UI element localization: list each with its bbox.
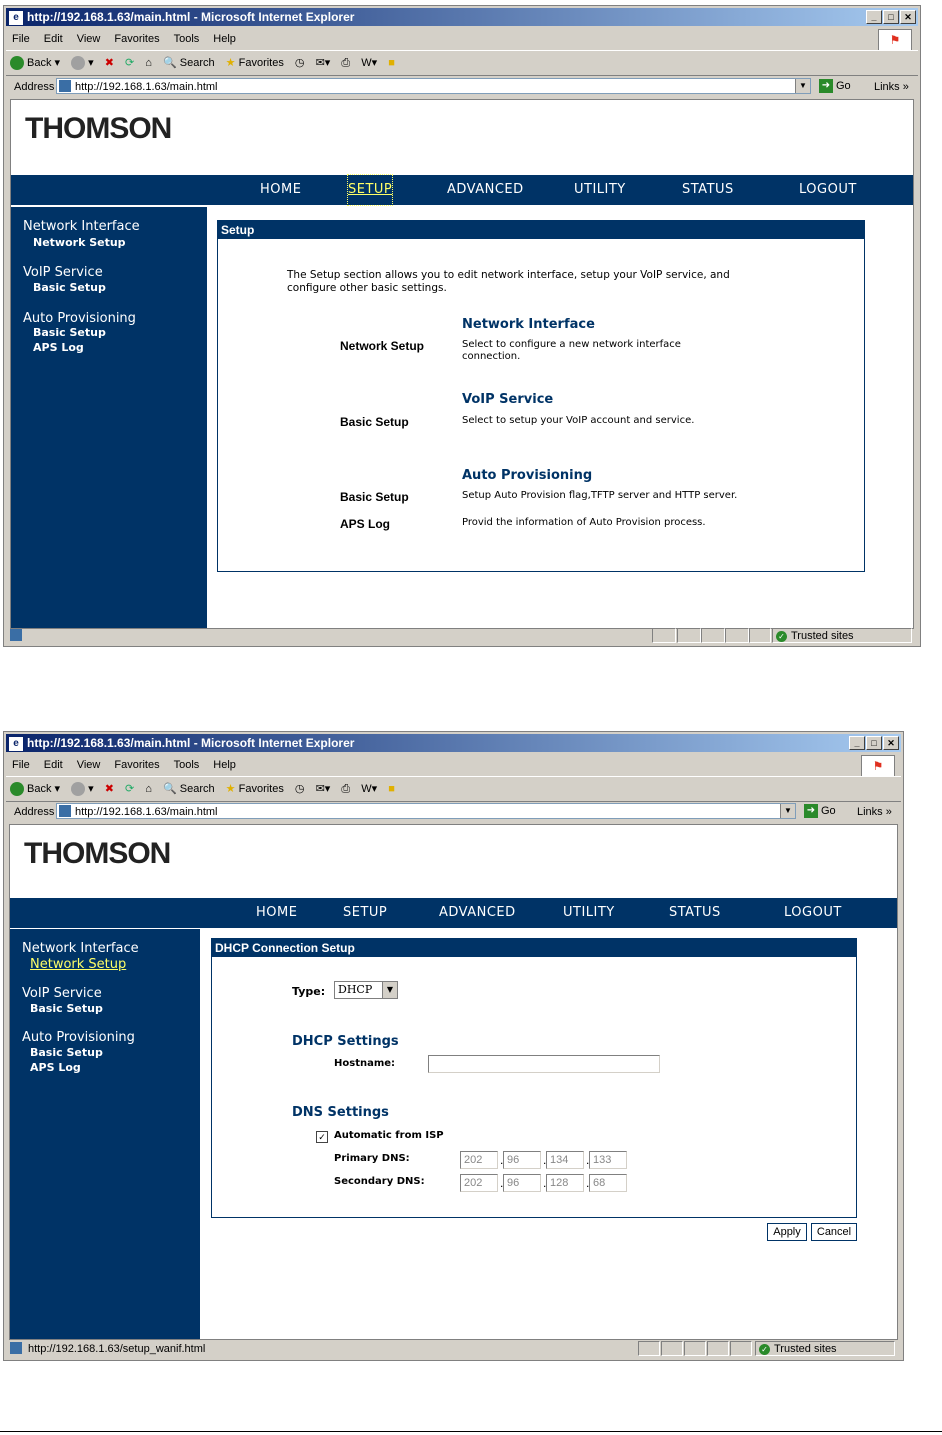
star-icon: ★	[225, 57, 236, 69]
type-label: Type:	[292, 985, 326, 998]
forward-button[interactable]: ▾	[71, 51, 94, 75]
sidebar-item-aps-log[interactable]: APS Log	[33, 341, 84, 354]
secondary-dns-octet-4[interactable]: 68	[589, 1174, 627, 1192]
browser-window-setup	[3, 5, 921, 647]
check-icon: ✓	[759, 1344, 770, 1355]
page-divider	[0, 1431, 942, 1432]
menu-tools[interactable]: Tools	[173, 33, 200, 45]
mail-icon[interactable]: ✉▾	[315, 783, 331, 795]
sidebar-heading-voip: VoIP Service	[22, 986, 102, 1001]
address-label: Address	[14, 806, 55, 818]
ie-icon: e	[8, 736, 24, 752]
sidebar-item-aps-log[interactable]: APS Log	[30, 1061, 81, 1074]
windows-logo-icon: ⚑	[878, 29, 912, 51]
primary-dns-label: Primary DNS:	[334, 1153, 410, 1164]
nav-home[interactable]: HOME	[256, 905, 298, 920]
home-icon[interactable]: ⌂	[145, 57, 152, 69]
toolbar	[6, 50, 918, 76]
network-setup-desc: Select to configure a new network interface connection.	[462, 339, 681, 362]
nav-utility[interactable]: UTILITY	[563, 905, 615, 920]
favorites-button[interactable]: ★ Favorites	[225, 783, 284, 795]
print-icon[interactable]: ⎙	[341, 783, 351, 795]
secondary-dns-octet-3[interactable]: 128	[546, 1174, 584, 1192]
section-dns-settings: DNS Settings	[292, 1105, 389, 1120]
section-dhcp-settings: DHCP Settings	[292, 1034, 399, 1049]
stop-icon[interactable]: ✖	[104, 783, 114, 795]
trusted-sites-zone: ✓ Trusted sites	[759, 1341, 837, 1357]
cancel-button[interactable]: Cancel	[811, 1223, 857, 1241]
window-title: http://192.168.1.63/main.html - Microsoft Internet Explorer	[27, 736, 355, 750]
voip-basic-setup-desc: Select to setup your VoIP account and service.	[462, 415, 695, 426]
window-title: http://192.168.1.63/main.html - Microsoft Internet Explorer	[27, 10, 355, 24]
word-icon[interactable]: W▾	[361, 783, 378, 795]
search-button[interactable]: 🔍 Search	[162, 57, 215, 69]
page-content	[10, 99, 914, 629]
back-button[interactable]: Back ▾	[10, 777, 60, 801]
ie-icon: e	[8, 10, 24, 26]
sidebar	[10, 929, 200, 1339]
maximize-icon[interactable]: □	[866, 736, 882, 750]
hostname-input[interactable]	[428, 1055, 660, 1073]
nav-setup[interactable]: SETUP	[348, 175, 392, 205]
chevron-down-icon[interactable]: ▼	[382, 982, 397, 998]
address-label: Address	[14, 81, 55, 93]
browser-window-dhcp	[3, 731, 904, 1361]
chevron-down-icon[interactable]: ▼	[795, 79, 810, 93]
back-button[interactable]: Back ▾	[10, 51, 60, 75]
title-bar	[6, 8, 918, 26]
nav-setup[interactable]: SETUP	[343, 905, 388, 920]
voip-basic-setup-link[interactable]: Basic Setup	[340, 415, 409, 429]
sidebar-item-network-setup[interactable]: Network Setup	[33, 236, 126, 249]
search-icon: 🔍	[162, 57, 177, 69]
auto-isp-label: Automatic from ISP	[334, 1130, 444, 1141]
address-bar	[6, 76, 918, 98]
sidebar-heading-network: Network Interface	[22, 941, 139, 956]
search-button[interactable]: 🔍 Search	[162, 783, 215, 795]
address-bar	[6, 801, 901, 823]
network-setup-link[interactable]: Network Setup	[340, 339, 425, 353]
menu-favorites[interactable]: Favorites	[114, 759, 160, 771]
links-button[interactable]: Links »	[874, 81, 909, 93]
menu-bar	[6, 754, 901, 776]
print-icon[interactable]: ⎙	[341, 57, 351, 69]
go-arrow-icon: ➜	[804, 804, 818, 818]
sidebar-item-voip-basic[interactable]: Basic Setup	[30, 1002, 103, 1015]
sidebar-heading-auto-prov: Auto Provisioning	[22, 1030, 135, 1045]
back-arrow-icon	[10, 56, 24, 70]
thomson-logo: THOMSON	[25, 112, 172, 145]
minimize-icon[interactable]: _	[866, 10, 882, 24]
close-icon[interactable]: ✕	[883, 736, 899, 750]
status-bar	[6, 627, 918, 645]
menu-edit[interactable]: Edit	[43, 33, 63, 45]
ap-basic-setup-desc: Setup Auto Provision flag,TFTP server and HTTP server.	[462, 490, 738, 501]
minimize-icon[interactable]: _	[849, 736, 865, 750]
chevron-down-icon[interactable]: ▼	[780, 804, 795, 818]
favorites-button[interactable]: ★ Favorites	[225, 57, 284, 69]
menu-bar	[6, 28, 918, 50]
sidebar-item-network-setup[interactable]: Network Setup	[30, 957, 127, 972]
sidebar-heading-network: Network Interface	[23, 219, 140, 234]
page-icon	[10, 1342, 22, 1354]
address-input[interactable]: http://192.168.1.63/main.html ▼	[56, 78, 811, 94]
panel-title: Setup	[218, 221, 864, 239]
nav-logout[interactable]: LOGOUT	[799, 182, 857, 197]
page-content	[9, 824, 898, 1340]
menu-file[interactable]: File	[12, 759, 30, 771]
forward-arrow-icon	[71, 56, 85, 70]
menu-favorites[interactable]: Favorites	[114, 33, 160, 45]
history-icon[interactable]: ◷	[294, 783, 305, 795]
mail-icon[interactable]: ✉▾	[315, 57, 331, 69]
sidebar-item-aps-basic[interactable]: Basic Setup	[30, 1046, 103, 1059]
menu-edit[interactable]: Edit	[43, 759, 63, 771]
aps-log-link[interactable]: APS Log	[340, 517, 390, 531]
sidebar-item-aps-basic[interactable]: Basic Setup	[33, 326, 106, 339]
section-auto-provisioning: Auto Provisioning	[462, 468, 593, 483]
address-input[interactable]: http://192.168.1.63/main.html ▼	[56, 803, 796, 819]
intro-text: The Setup section allows you to edit network interface, setup your VoIP service, and configure other basic settings.	[287, 269, 730, 294]
primary-dns-octet-2[interactable]: 96	[503, 1151, 541, 1169]
menu-view[interactable]: View	[76, 33, 101, 45]
sidebar	[11, 207, 207, 628]
menu-tools[interactable]: Tools	[173, 759, 200, 771]
go-arrow-icon: ➜	[819, 79, 833, 93]
search-icon: 🔍	[162, 783, 177, 795]
stop-icon[interactable]: ✖	[104, 57, 114, 69]
maximize-icon[interactable]: □	[883, 10, 899, 24]
nav-status[interactable]: STATUS	[669, 905, 721, 920]
primary-dns-octet-1[interactable]: 202	[460, 1151, 498, 1169]
forward-arrow-icon	[71, 782, 85, 796]
word-icon[interactable]: W▾	[361, 57, 378, 69]
top-nav	[10, 898, 897, 928]
trusted-sites-zone: ✓ Trusted sites	[776, 628, 854, 644]
status-url: http://192.168.1.63/setup_wanif.html	[28, 1343, 206, 1355]
menu-view[interactable]: View	[76, 759, 101, 771]
thomson-logo: THOMSON	[24, 837, 171, 870]
sidebar-heading-auto-prov: Auto Provisioning	[23, 311, 136, 326]
ap-basic-setup-link[interactable]: Basic Setup	[340, 490, 409, 504]
nav-logout[interactable]: LOGOUT	[784, 905, 842, 920]
close-icon[interactable]: ✕	[900, 10, 916, 24]
go-button[interactable]: ➜ Go	[804, 803, 836, 819]
note-icon[interactable]: ■	[388, 57, 395, 69]
hostname-label: Hostname:	[334, 1058, 396, 1069]
refresh-icon[interactable]: ⟳	[124, 57, 135, 69]
title-bar	[6, 734, 901, 752]
secondary-dns-octet-2[interactable]: 96	[503, 1174, 541, 1192]
type-select[interactable]: DHCP ▼	[334, 981, 398, 999]
primary-dns-octet-3[interactable]: 134	[546, 1151, 584, 1169]
panel-title: DHCP Connection Setup	[212, 939, 856, 957]
apply-button[interactable]: Apply	[767, 1223, 807, 1241]
forward-button[interactable]: ▾	[71, 777, 94, 801]
back-arrow-icon	[10, 782, 24, 796]
menu-file[interactable]: File	[12, 33, 30, 45]
home-icon[interactable]: ⌂	[145, 783, 152, 795]
auto-isp-checkbox[interactable]: ✓	[316, 1131, 328, 1143]
refresh-icon[interactable]: ⟳	[124, 783, 135, 795]
secondary-dns-label: Secondary DNS:	[334, 1176, 425, 1187]
secondary-dns-octet-1[interactable]: 202	[460, 1174, 498, 1192]
check-icon: ✓	[776, 631, 787, 642]
history-icon[interactable]: ◷	[294, 57, 305, 69]
setup-panel	[217, 220, 865, 572]
section-network-interface: Network Interface	[462, 317, 595, 332]
page-icon	[10, 629, 22, 641]
links-button[interactable]: Links »	[857, 806, 892, 818]
menu-help[interactable]: Help	[213, 33, 236, 45]
nav-advanced[interactable]: ADVANCED	[439, 905, 516, 920]
top-nav	[11, 175, 913, 205]
star-icon: ★	[225, 783, 236, 795]
menu-help[interactable]: Help	[213, 759, 236, 771]
nav-status[interactable]: STATUS	[682, 182, 734, 197]
sidebar-item-voip-basic[interactable]: Basic Setup	[33, 281, 106, 294]
status-bar	[6, 1340, 901, 1358]
go-button[interactable]: ➜ Go	[819, 78, 851, 94]
nav-utility[interactable]: UTILITY	[574, 182, 626, 197]
windows-logo-icon: ⚑	[861, 755, 895, 777]
primary-dns-octet-4[interactable]: 133	[589, 1151, 627, 1169]
sidebar-heading-voip: VoIP Service	[23, 265, 103, 280]
dhcp-panel: DHCP Connection Setup Type: DHCP ▼ DHCP Settings Hostname: DNS Settings ✓ Automatic from ISP Primary DNS: 202 . 96 . 134 . 133 Secondary DNS: 202 . 96 . 128 . 68	[211, 938, 857, 1218]
toolbar	[6, 776, 901, 802]
nav-home[interactable]: HOME	[260, 182, 302, 197]
nav-advanced[interactable]: ADVANCED	[447, 182, 524, 197]
aps-log-desc: Provid the information of Auto Provision process.	[462, 517, 706, 528]
note-icon[interactable]: ■	[388, 783, 395, 795]
section-voip-service: VoIP Service	[462, 392, 554, 407]
